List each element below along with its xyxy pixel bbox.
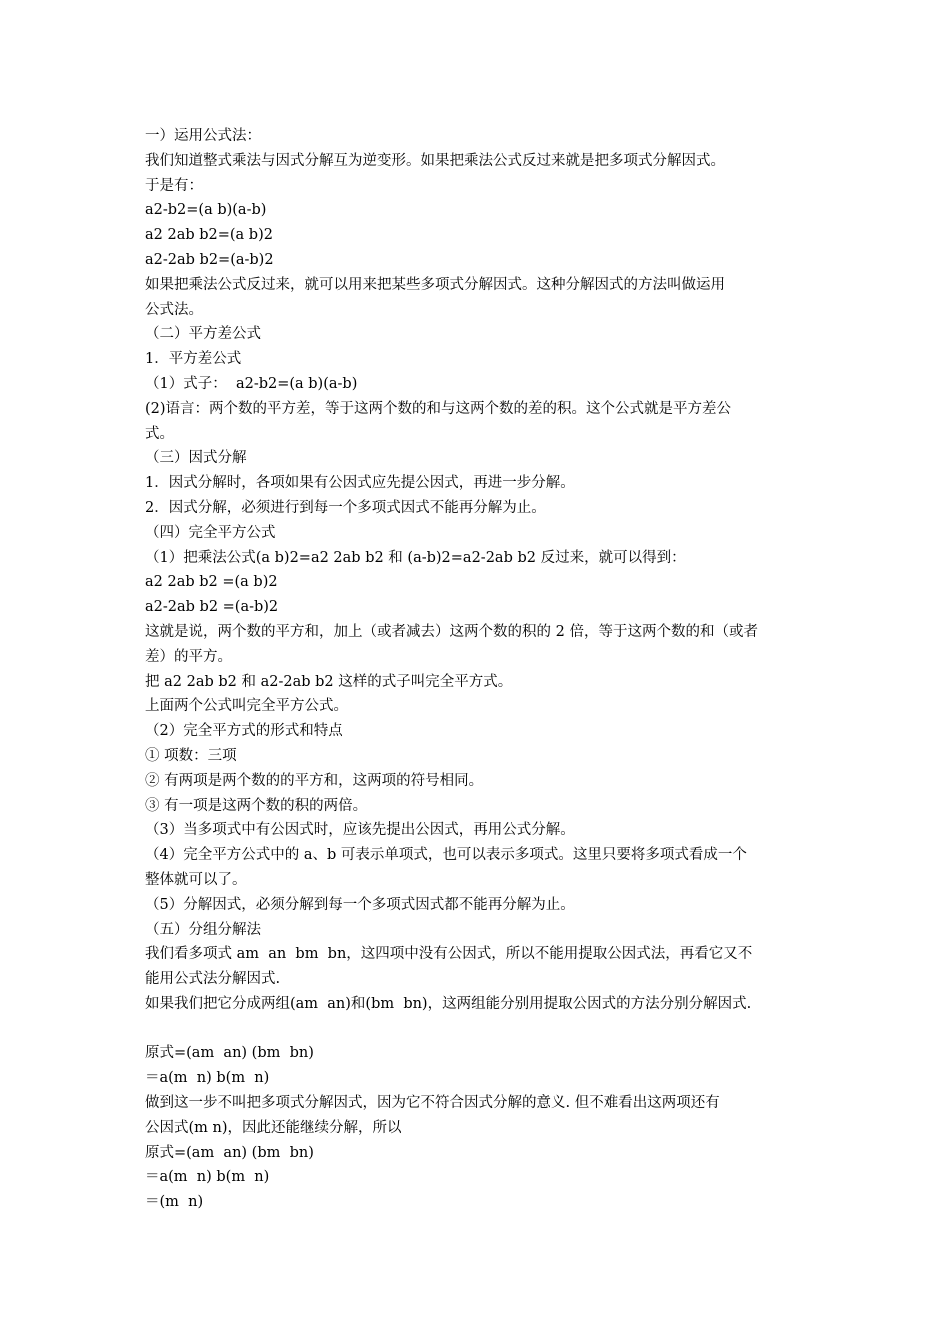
text-line: ② 有两项是两个数的的平方和，这两项的符号相同。 [145,772,484,789]
text-line: 上面两个公式叫完全平方公式。 [145,698,348,715]
text-line: ＝a(m n) b(m n) [145,1169,270,1186]
text-line: a2-2ab b2=(a-b)2 [145,251,274,268]
text-line: 一）运用公式法： [145,128,261,144]
text-line: 原式=(am an) (bm bn) [145,1045,314,1062]
text-line: (2)语言：两个数的平方差，等于这两个数的和与这两个数的差的积。这个公式就是平方差公 [145,400,732,417]
text-line: 差）的平方。 [145,648,232,665]
text-line: 1．因式分解时，各项如果有公因式应先提公因式，再进一步分解。 [145,475,575,492]
text-line: 1．平方差公式 [145,351,242,368]
text-line: 于是有： [145,177,203,194]
text-line: 我们看多项式 am an bm bn，这四项中没有公因式，所以不能用提取公因式法，再看它又不 [145,946,753,963]
text-line: 我们知道整式乘法与因式分解互为逆变形。如果把乘法公式反过来就是把多项式分解因式。 [145,152,725,169]
text-line: a2 2ab b2=(a b)2 [145,227,273,244]
text-line: （2）完全平方式的形式和特点 [145,723,343,740]
text-line: ＝(m n) [145,1194,204,1211]
text-line: ① 项数：三项 [145,747,237,764]
text-line [145,1017,817,1042]
text-line: （1）式子： a2-b2=(a b)(a-b) [145,375,358,392]
text-line: （三）因式分解 [145,450,247,467]
text-line: 式。 [145,425,174,442]
text-line: ＝a(m n) b(m n) [145,1070,270,1087]
text-line: （二）平方差公式 [145,326,261,343]
text-line: a2-2ab b2 =(a-b)2 [145,599,279,616]
text-line: 原式=(am an) (bm bn) [145,1144,314,1161]
text-line: 2．因式分解，必须进行到每一个多项式因式不能再分解为止。 [145,499,546,516]
text-line: 这就是说，两个数的平方和，加上（或者减去）这两个数的积的 2 倍，等于这两个数的和（或者 [145,623,758,640]
text-line: 能用公式法分解因式. [145,971,281,988]
text-line: 如果把乘法公式反过来，就可以用来把某些多项式分解因式。这种分解因式的方法叫做运用 [145,276,725,293]
text-line: （1）把乘法公式(a b)2=a2 2ab b2 和 (a-b)2=a2-2ab b2 反过来，就可以得到： [145,549,686,566]
text-line: 整体就可以了。 [145,871,247,888]
text-line: 把 a2 2ab b2 和 a2-2ab b2 这样的式子叫完全平方式。 [145,673,513,690]
text-line: （五）分组分解法 [145,921,261,938]
text-line: 如果我们把它分成两组(am an)和(bm bn)，这两组能分别用提取公因式的方法分别分解因式. [145,995,752,1012]
text-line: a2 2ab b2 =(a b)2 [145,574,278,591]
text-line: ③ 有一项是这两个数的积的两倍。 [145,797,368,814]
document-body [145,124,817,1215]
text-line: 做到这一步不叫把多项式分解因式，因为它不符合因式分解的意义. 但不难看出这两项还有 [145,1095,720,1112]
text-line: 公因式(m n)，因此还能继续分解，所以 [145,1119,402,1136]
text-line: （3）当多项式中有公因式时，应该先提出公因式，再用公式分解。 [145,822,575,839]
text-line: （5）分解因式，必须分解到每一个多项式因式都不能再分解为止。 [145,896,575,913]
text-line: （四）完全平方公式 [145,524,276,541]
text-line: a2-b2=(a b)(a-b) [145,202,267,219]
text-line: 公式法。 [145,301,203,318]
text-line: （4）完全平方公式中的 a、b 可表示单项式，也可以表示多项式。这里只要将多项式看成一个 [145,847,747,864]
